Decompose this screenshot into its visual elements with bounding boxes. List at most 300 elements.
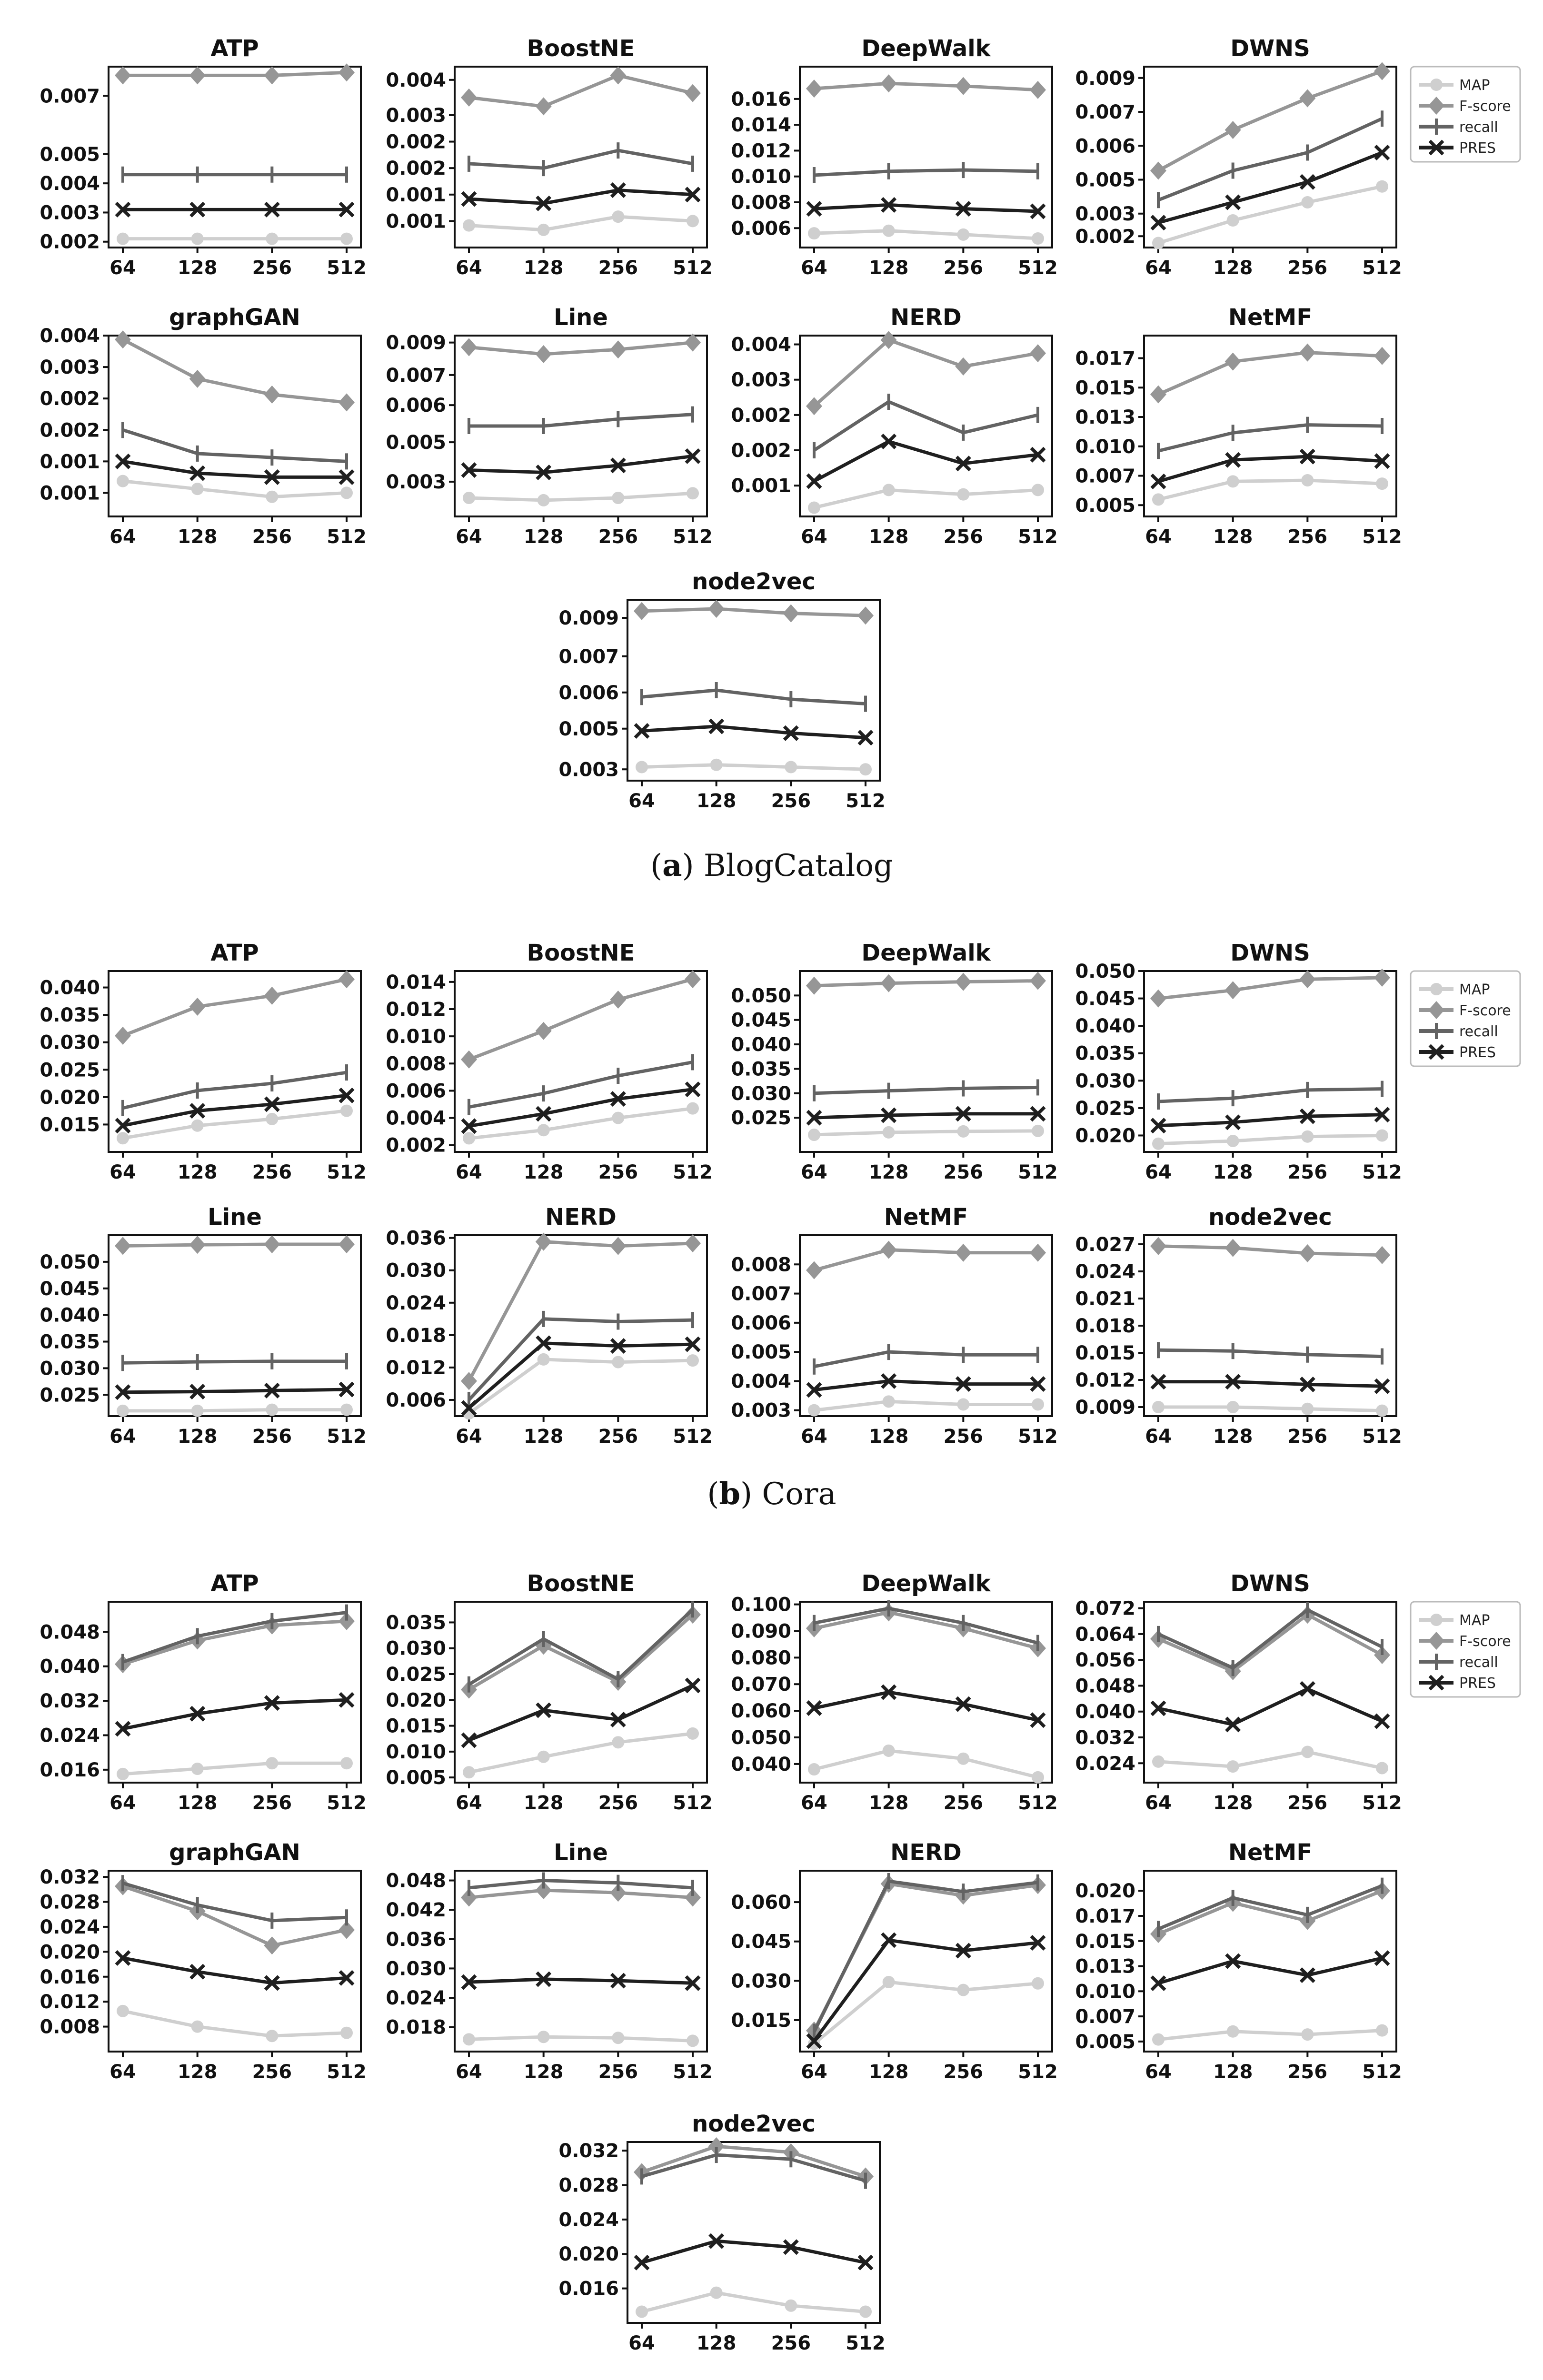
- data-point-map: [1227, 214, 1239, 227]
- subplot-title: DWNS: [1230, 940, 1310, 966]
- legend-marker-map: [1430, 1614, 1443, 1626]
- y-tick-label: 0.040: [731, 1034, 791, 1056]
- x-tick-label: 512: [1362, 1792, 1402, 1814]
- y-tick-label: 0.005: [1075, 169, 1135, 191]
- x-tick-label: 256: [598, 1426, 638, 1448]
- subplot-title: BoostNE: [527, 940, 635, 966]
- y-tick-label: 0.006: [386, 1389, 446, 1411]
- series-line-map: [814, 231, 1038, 238]
- legend-label-map: MAP: [1459, 982, 1490, 998]
- x-tick-label: 512: [327, 1161, 367, 1183]
- series-line-recall: [814, 1881, 1038, 2032]
- y-tick-label: 0.035: [1075, 1042, 1135, 1065]
- y-tick-label: 0.010: [386, 1026, 446, 1048]
- data-point-map: [883, 1395, 895, 1408]
- legend: [1411, 1602, 1520, 1697]
- x-tick-label: 256: [598, 2061, 638, 2083]
- data-point-map: [957, 1753, 969, 1765]
- data-point-map: [117, 1132, 129, 1144]
- series-line-pres: [469, 1979, 693, 1983]
- data-point-map: [1152, 237, 1165, 249]
- plot-frame: [455, 1871, 707, 2052]
- y-tick-label: 0.056: [1075, 1649, 1135, 1672]
- subplot-title: BoostNE: [527, 1570, 635, 1597]
- series-line-map: [469, 2037, 693, 2041]
- y-tick-label: 0.002: [731, 439, 791, 462]
- subplot-line: [386, 304, 712, 548]
- subplot-title: ATP: [210, 1570, 259, 1597]
- series-line-f-score: [1158, 71, 1382, 171]
- data-point-map: [340, 1404, 353, 1416]
- subplot-node2vec: [558, 2111, 885, 2354]
- data-point-map: [957, 1984, 969, 1996]
- y-tick-label: 0.030: [1075, 1070, 1135, 1092]
- data-point-map: [710, 759, 723, 771]
- data-point-f-score: [857, 606, 874, 625]
- y-tick-label: 0.007: [1075, 101, 1135, 123]
- series-line-recall: [642, 690, 866, 704]
- data-point-map: [191, 1405, 204, 1417]
- data-point-map: [957, 488, 969, 501]
- series-line-recall: [469, 1881, 693, 1888]
- x-tick-label: 256: [598, 1161, 638, 1183]
- data-point-f-score: [685, 970, 701, 988]
- y-tick-label: 0.008: [386, 1053, 446, 1075]
- data-point-map: [266, 1757, 278, 1769]
- data-point-map: [710, 2287, 723, 2299]
- data-point-map: [117, 1405, 129, 1417]
- series-line-recall: [469, 150, 693, 168]
- x-tick-label: 64: [801, 257, 827, 279]
- x-tick-label: 512: [673, 1792, 713, 1814]
- subplot-deepwalk: [731, 940, 1057, 1183]
- data-point-map: [463, 2033, 475, 2045]
- y-tick-label: 0.007: [731, 1283, 791, 1305]
- y-tick-label: 0.002: [1075, 226, 1135, 248]
- data-point-map: [266, 233, 278, 245]
- data-point-f-score: [685, 84, 701, 102]
- x-tick-label: 512: [1018, 1792, 1058, 1814]
- data-point-map: [687, 215, 699, 227]
- y-tick-label: 0.012: [386, 999, 446, 1021]
- data-point-map: [1376, 180, 1388, 193]
- y-tick-label: 0.004: [40, 173, 100, 195]
- series-line-map: [123, 1763, 347, 1774]
- data-point-map: [808, 501, 820, 514]
- series-line-map: [814, 1401, 1038, 1410]
- series-line-map: [469, 1109, 693, 1139]
- y-tick-label: 0.005: [1075, 2031, 1135, 2053]
- x-tick-label: 64: [801, 526, 827, 548]
- data-point-f-score: [1150, 1237, 1166, 1255]
- y-tick-label: 0.013: [1075, 407, 1135, 428]
- x-tick-label: 64: [110, 526, 136, 548]
- data-point-f-score: [634, 602, 650, 620]
- y-tick-label: 0.100: [731, 1594, 791, 1616]
- plot-frame: [1144, 1871, 1396, 2052]
- series-line-pres: [1158, 1958, 1382, 1983]
- series-line-f-score: [123, 1886, 347, 1945]
- x-tick-label: 512: [327, 1792, 367, 1814]
- y-tick-label: 0.002: [386, 1134, 446, 1157]
- data-point-map: [957, 1398, 969, 1410]
- series-line-recall: [123, 1072, 347, 1108]
- y-tick-label: 0.003: [40, 202, 100, 224]
- subplot-title: NetMF: [1228, 1839, 1313, 1866]
- x-tick-label: 128: [1213, 1792, 1253, 1814]
- y-tick-label: 0.064: [1075, 1623, 1135, 1646]
- panel-caption: (b) Cora: [707, 1476, 836, 1512]
- x-tick-label: 64: [1145, 1161, 1172, 1183]
- y-tick-label: 0.009: [1075, 67, 1135, 89]
- series-line-map: [642, 765, 866, 770]
- subplot-graphgan: [40, 304, 366, 548]
- y-tick-label: 0.006: [558, 682, 619, 704]
- plot-frame: [800, 971, 1052, 1152]
- data-point-map: [340, 1757, 353, 1769]
- series-line-map: [123, 481, 347, 497]
- data-point-map: [538, 224, 550, 236]
- data-point-map: [785, 2300, 797, 2312]
- y-tick-label: 0.060: [731, 1700, 791, 1723]
- series-line-f-score: [814, 981, 1038, 986]
- series-line-map: [814, 1131, 1038, 1135]
- x-tick-label: 512: [846, 2332, 886, 2354]
- data-point-pres: [1375, 1715, 1389, 1728]
- y-tick-label: 0.020: [386, 1689, 446, 1712]
- x-tick-label: 512: [1362, 1161, 1402, 1183]
- data-point-map: [463, 1132, 475, 1144]
- y-tick-label: 0.015: [1075, 1342, 1135, 1364]
- data-point-f-score: [189, 1236, 206, 1254]
- series-line-pres: [1158, 456, 1382, 481]
- data-point-map: [538, 1751, 550, 1763]
- y-tick-label: 0.007: [558, 645, 619, 668]
- legend: [1411, 67, 1520, 162]
- y-tick-label: 0.025: [40, 1384, 100, 1407]
- data-point-map: [1301, 1130, 1314, 1143]
- data-point-map: [883, 225, 895, 237]
- subplot-title: node2vec: [692, 2111, 816, 2137]
- data-point-f-score: [610, 67, 626, 85]
- x-tick-label: 128: [523, 1161, 564, 1183]
- y-tick-label: 0.002: [731, 404, 791, 426]
- y-tick-label: 0.015: [1075, 1930, 1135, 1953]
- data-point-f-score: [115, 1027, 131, 1045]
- y-tick-label: 0.024: [1075, 1261, 1135, 1283]
- y-tick-label: 0.001: [386, 210, 446, 233]
- data-point-map: [340, 486, 353, 499]
- y-tick-label: 0.015: [731, 2009, 791, 2032]
- data-point-f-score: [189, 998, 206, 1016]
- series-line-recall: [814, 1352, 1038, 1367]
- y-tick-label: 0.018: [386, 1324, 446, 1347]
- data-point-map: [538, 2031, 550, 2043]
- data-point-map: [636, 2305, 648, 2318]
- data-point-map: [687, 1102, 699, 1115]
- subplot-nerd: [731, 304, 1057, 548]
- x-tick-label: 64: [456, 526, 482, 548]
- y-tick-label: 0.030: [386, 1958, 446, 1980]
- y-tick-label: 0.036: [386, 1227, 446, 1250]
- subplot-title: NetMF: [884, 1204, 968, 1230]
- x-tick-label: 128: [1213, 2061, 1253, 2083]
- data-point-map: [883, 1745, 895, 1757]
- x-tick-label: 256: [598, 526, 638, 548]
- y-tick-label: 0.003: [386, 104, 446, 127]
- y-tick-label: 0.013: [1075, 1955, 1135, 1978]
- data-point-map: [1301, 474, 1314, 486]
- subplot-title: DeepWalk: [861, 940, 991, 966]
- y-tick-label: 0.010: [1075, 436, 1135, 458]
- subplot-node2vec: [558, 568, 885, 812]
- data-point-map: [808, 1404, 820, 1417]
- data-point-f-score: [610, 991, 626, 1009]
- x-tick-label: 64: [456, 1426, 482, 1448]
- legend: [1411, 971, 1520, 1066]
- data-point-map: [117, 475, 129, 487]
- y-tick-label: 0.008: [731, 1254, 791, 1276]
- data-point-f-score: [955, 1244, 971, 1262]
- series-line-f-score: [814, 83, 1038, 90]
- subplot-dwns: [1075, 940, 1402, 1183]
- series-line-f-score: [814, 1250, 1038, 1270]
- subplot-deepwalk: [731, 35, 1057, 279]
- data-point-f-score: [955, 973, 971, 991]
- y-tick-label: 0.042: [386, 1899, 446, 1922]
- y-tick-label: 0.070: [731, 1674, 791, 1696]
- data-point-map: [191, 233, 204, 245]
- y-tick-label: 0.017: [1075, 347, 1135, 370]
- x-tick-label: 256: [943, 526, 984, 548]
- subplot-title: NetMF: [1228, 304, 1313, 331]
- subplot-title: DeepWalk: [861, 1570, 991, 1597]
- series-line-recall: [469, 1062, 693, 1107]
- y-tick-label: 0.072: [1075, 1597, 1135, 1620]
- y-tick-label: 0.045: [1075, 988, 1135, 1010]
- x-tick-label: 64: [628, 790, 655, 812]
- series-line-map: [1158, 480, 1382, 499]
- x-tick-label: 128: [177, 1426, 218, 1448]
- data-point-map: [117, 2005, 129, 2017]
- series-line-recall: [469, 415, 693, 426]
- y-tick-label: 0.020: [1075, 1125, 1135, 1147]
- y-tick-label: 0.016: [558, 2278, 619, 2300]
- y-tick-label: 0.003: [1075, 203, 1135, 225]
- series-line-pres: [642, 726, 866, 738]
- data-point-f-score: [881, 1241, 897, 1259]
- legend-label-map: MAP: [1459, 77, 1490, 94]
- y-tick-label: 0.002: [40, 419, 100, 442]
- data-point-f-score: [338, 1235, 355, 1253]
- y-tick-label: 0.010: [731, 166, 791, 188]
- plot-frame: [109, 971, 361, 1152]
- y-tick-label: 0.005: [386, 1767, 446, 1789]
- x-tick-label: 64: [801, 1426, 827, 1448]
- x-tick-label: 64: [1145, 526, 1172, 548]
- data-point-map: [1227, 2025, 1239, 2038]
- series-line-f-score: [1158, 1246, 1382, 1255]
- series-line-map: [1158, 2031, 1382, 2040]
- y-tick-label: 0.032: [40, 1690, 100, 1713]
- x-tick-label: 128: [177, 526, 218, 548]
- data-point-map: [687, 2034, 699, 2047]
- subplot-graphgan: [40, 1839, 366, 2083]
- y-tick-label: 0.010: [1075, 1981, 1135, 2003]
- y-tick-label: 0.032: [558, 2140, 619, 2162]
- data-point-f-score: [461, 338, 477, 356]
- series-line-pres: [1158, 1115, 1382, 1126]
- data-point-map: [612, 210, 624, 223]
- y-tick-label: 0.016: [731, 88, 791, 110]
- data-point-map: [1152, 1138, 1165, 1150]
- data-point-map: [883, 1976, 895, 1988]
- y-tick-label: 0.048: [386, 1870, 446, 1892]
- series-line-map: [1158, 1407, 1382, 1411]
- x-tick-label: 128: [696, 2332, 737, 2354]
- x-tick-label: 64: [456, 257, 482, 279]
- data-point-map: [191, 483, 204, 495]
- x-tick-label: 128: [177, 1792, 218, 1814]
- data-point-f-score: [461, 89, 477, 107]
- series-line-recall: [123, 1883, 347, 1921]
- data-point-map: [1301, 2028, 1314, 2041]
- x-tick-label: 128: [1213, 1426, 1253, 1448]
- y-tick-label: 0.080: [731, 1647, 791, 1669]
- data-point-map: [1032, 1977, 1044, 1990]
- data-point-map: [1032, 232, 1044, 245]
- panel-caption: (a) BlogCatalog: [650, 848, 893, 883]
- y-tick-label: 0.048: [40, 1621, 100, 1644]
- x-tick-label: 64: [1145, 1426, 1172, 1448]
- y-tick-label: 0.024: [386, 1292, 446, 1314]
- data-point-f-score: [461, 1372, 477, 1390]
- legend-marker-map: [1430, 983, 1443, 995]
- x-tick-label: 256: [1287, 2061, 1328, 2083]
- data-point-map: [1227, 1401, 1239, 1413]
- y-tick-label: 0.035: [386, 1612, 446, 1634]
- data-point-map: [808, 227, 820, 239]
- data-point-pres: [1375, 146, 1389, 159]
- subplot-deepwalk: [731, 1570, 1057, 1814]
- y-tick-label: 0.030: [386, 1259, 446, 1282]
- data-point-f-score: [610, 1237, 626, 1255]
- series-line-recall: [1158, 119, 1382, 200]
- x-tick-label: 256: [943, 257, 984, 279]
- y-tick-label: 0.030: [386, 1637, 446, 1660]
- series-line-pres: [469, 1343, 693, 1408]
- data-point-f-score: [1299, 1244, 1315, 1262]
- data-point-map: [538, 494, 550, 506]
- data-point-map: [538, 1353, 550, 1366]
- data-point-map: [1301, 1746, 1314, 1758]
- y-tick-label: 0.028: [558, 2174, 619, 2197]
- x-tick-label: 128: [1213, 1161, 1253, 1183]
- plot-frame: [109, 336, 361, 516]
- x-tick-label: 512: [1362, 257, 1402, 279]
- series-line-pres: [123, 1389, 347, 1392]
- x-tick-label: 128: [1213, 257, 1253, 279]
- series-line-pres: [1158, 1382, 1382, 1387]
- x-tick-label: 64: [110, 1792, 136, 1814]
- x-tick-label: 512: [846, 790, 886, 812]
- plot-frame: [800, 67, 1052, 248]
- subplot-title: DWNS: [1230, 35, 1310, 62]
- data-point-f-score: [955, 77, 971, 95]
- subplot-title: DWNS: [1230, 1570, 1310, 1597]
- data-point-map: [1376, 477, 1388, 490]
- plot-frame: [1144, 1235, 1396, 1416]
- data-point-map: [1227, 475, 1239, 487]
- y-tick-label: 0.035: [40, 1331, 100, 1353]
- subplot-boostne: [386, 1570, 712, 1814]
- y-tick-label: 0.027: [1075, 1234, 1135, 1256]
- data-point-map: [1376, 1762, 1388, 1774]
- plot-frame: [455, 1602, 707, 1783]
- x-tick-label: 256: [1287, 526, 1328, 548]
- x-tick-label: 256: [598, 257, 638, 279]
- y-tick-label: 0.040: [40, 1304, 100, 1327]
- data-point-f-score: [338, 393, 355, 411]
- subplot-nerd: [731, 1839, 1057, 2083]
- x-tick-label: 512: [673, 526, 713, 548]
- series-line-f-score: [469, 343, 693, 354]
- x-tick-label: 128: [868, 1426, 909, 1448]
- subplot-dwns: [1075, 1570, 1402, 1814]
- data-point-map: [340, 2027, 353, 2039]
- series-line-f-score: [123, 339, 347, 402]
- y-tick-label: 0.028: [40, 1891, 100, 1914]
- data-point-f-score: [1374, 1246, 1390, 1264]
- y-tick-label: 0.014: [386, 971, 446, 993]
- data-point-f-score: [881, 974, 897, 992]
- subplot-title: ATP: [210, 35, 259, 62]
- x-tick-label: 512: [1018, 257, 1058, 279]
- data-point-map: [957, 228, 969, 241]
- series-line-map: [1158, 1135, 1382, 1143]
- y-tick-label: 0.040: [731, 1753, 791, 1775]
- data-point-map: [191, 2021, 204, 2033]
- subplot-dwns: [1075, 35, 1402, 279]
- x-tick-label: 512: [1362, 1426, 1402, 1448]
- data-point-f-score: [536, 97, 552, 115]
- y-tick-label: 0.006: [1075, 135, 1135, 158]
- data-point-f-score: [1030, 1244, 1046, 1262]
- y-tick-label: 0.025: [1075, 1097, 1135, 1120]
- data-point-f-score: [264, 1936, 280, 1954]
- subplot-atp: [40, 1570, 366, 1814]
- series-line-pres: [1158, 1689, 1382, 1725]
- x-tick-label: 64: [110, 257, 136, 279]
- series-line-pres: [469, 190, 693, 204]
- data-point-pres: [807, 475, 821, 488]
- series-line-f-score: [814, 340, 1038, 406]
- y-tick-label: 0.045: [731, 1009, 791, 1031]
- series-line-recall: [1158, 1089, 1382, 1101]
- data-point-f-score: [881, 74, 897, 92]
- legend-marker-map: [1430, 79, 1443, 91]
- y-tick-label: 0.040: [1075, 1015, 1135, 1038]
- y-tick-label: 0.040: [40, 1656, 100, 1678]
- series-line-pres: [123, 461, 347, 477]
- y-tick-label: 0.002: [40, 388, 100, 410]
- x-tick-label: 512: [1018, 1426, 1058, 1448]
- series-line-f-score: [123, 979, 347, 1036]
- series-line-f-score: [123, 1244, 347, 1246]
- data-point-f-score: [189, 370, 206, 388]
- subplot-atp: [40, 35, 366, 279]
- x-tick-label: 128: [523, 257, 564, 279]
